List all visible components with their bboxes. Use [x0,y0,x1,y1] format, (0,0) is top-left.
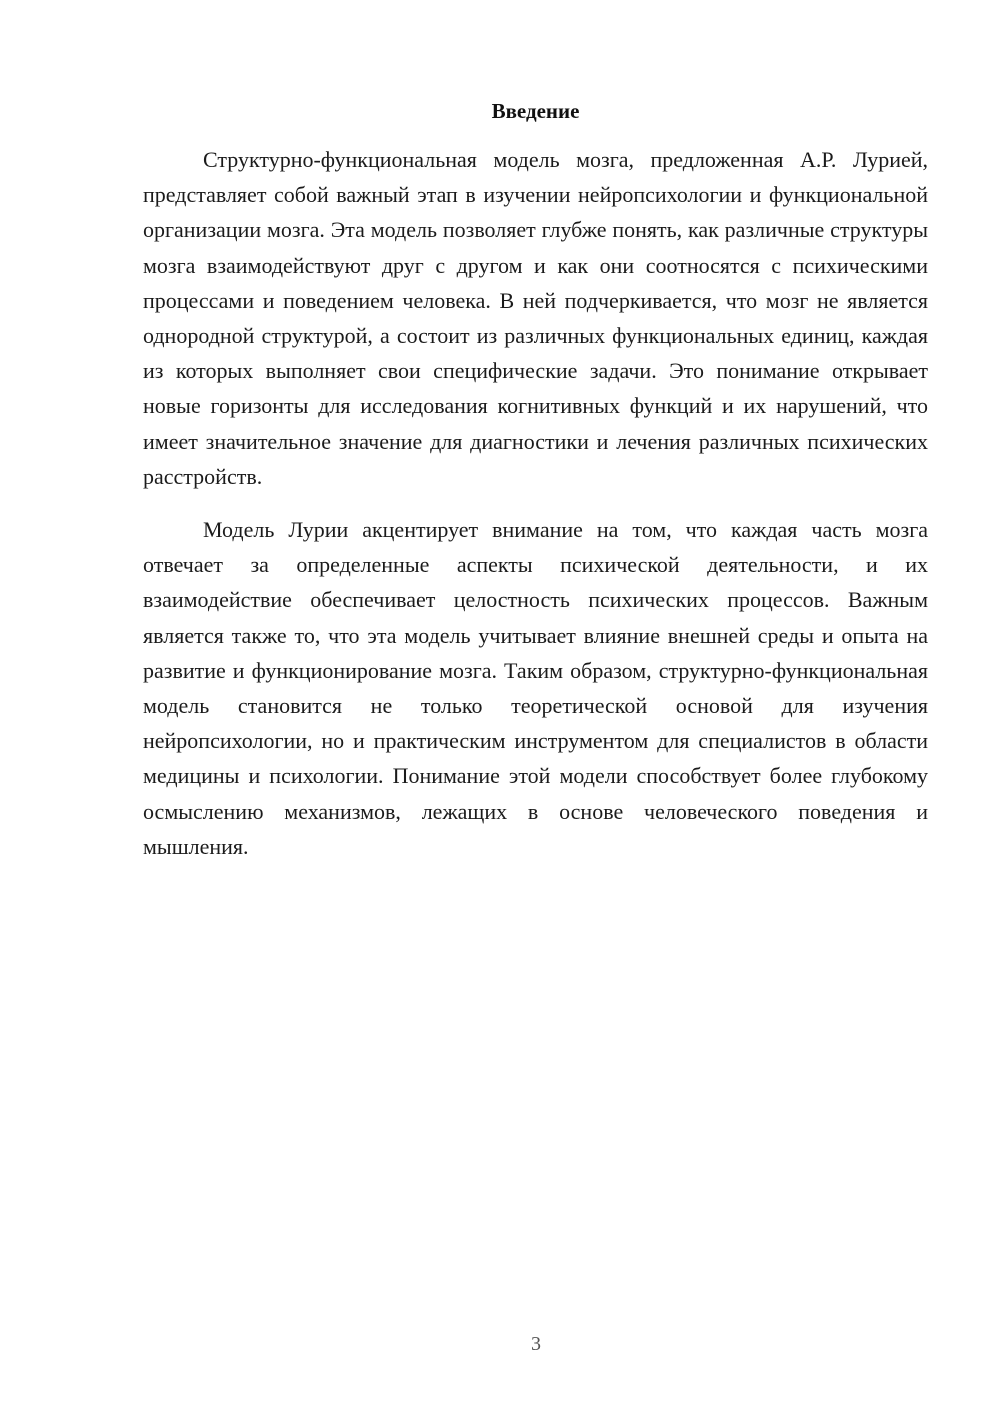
page-content [143,96,928,864]
section-title: Введение [491,99,580,123]
paragraph-1: Структурно-функциональная модель мозга, предложенная А.Р. Лурией, представляет собой важный этап в изучении нейропсихологии и функциональной организации мозга. Эта модель позволяет глубже понять, как различные структуры мозга взаимодействуют друг с другом и как они соотносятся с психическими процессами и поведением человека. В ней подчеркивается, что мозг не является однородной структурой, а состоит из различных функциональных единиц, каждая из которых выполняет свои специфические задачи. Это понимание открывает новые горизонты для исследования когнитивных функций и их нарушений, что имеет значительное значение для диагностики и лечения различных психических расстройств. [143,147,928,489]
page-number: 3 [531,1333,541,1355]
paragraph-2: Модель Лурии акцентирует внимание на том, что каждая часть мозга отвечает за определенные аспекты психической деятельности, и их взаимодействие обеспечивает целостность психических процессов. Важным является также то, что эта модель учитывает влияние внешней среды и опыта на развитие и функционирование мозга. Таким образом, структурно-функциональная модель становится не только теоретической основой для изучения нейропсихологии, но и практическим инструментом для специалистов в области медицины и психологии. Понимание этой модели способствует более глубокому осмыслению механизмов, лежащих в основе человеческого поведения и мышления. [143,517,928,859]
